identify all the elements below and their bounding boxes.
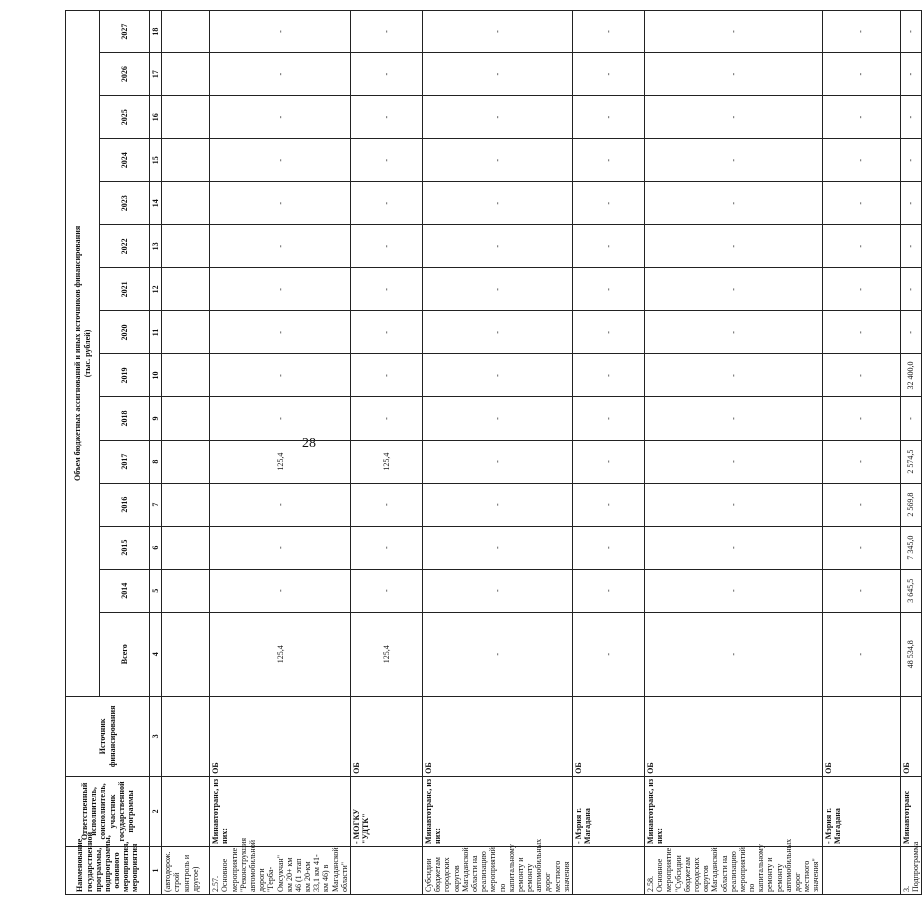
row-source-cell: ОБ bbox=[351, 696, 423, 776]
row-year-value-cell: - bbox=[351, 526, 423, 569]
financing-table bbox=[65, 10, 922, 895]
row-year-value-cell: - bbox=[423, 397, 573, 440]
row-year-value-cell: - bbox=[423, 182, 573, 225]
row-year-value-cell: - bbox=[210, 483, 351, 526]
col-number: 12 bbox=[150, 268, 162, 311]
row-year-value-cell: - bbox=[645, 182, 823, 225]
header-source: Источник финансирования bbox=[66, 696, 150, 776]
row-source-cell: ОБ bbox=[900, 696, 921, 776]
row-name-cell bbox=[573, 846, 645, 894]
row-year-value-cell bbox=[162, 440, 210, 483]
row-year-value-cell: - bbox=[645, 225, 823, 268]
row-total-cell bbox=[162, 612, 210, 696]
row-total-cell: - bbox=[645, 612, 823, 696]
row-year-value-cell: - bbox=[645, 483, 823, 526]
row-year-value-cell: - bbox=[210, 526, 351, 569]
header-year: 2024 bbox=[100, 139, 150, 182]
row-year-value-cell: - bbox=[645, 440, 823, 483]
page-number: 28 bbox=[302, 436, 316, 451]
row-name-cell: (автодорож. строй контроль и другое) bbox=[162, 846, 210, 894]
row-year-value-cell: - bbox=[423, 268, 573, 311]
row-year-value-cell: - bbox=[573, 225, 645, 268]
row-year-value-cell bbox=[162, 569, 210, 612]
row-year-value-cell: - bbox=[645, 397, 823, 440]
row-source-cell: ОБ bbox=[645, 696, 823, 776]
row-year-value-cell: - bbox=[423, 354, 573, 397]
row-year-value-cell: - bbox=[210, 182, 351, 225]
row-year-value-cell: - bbox=[423, 311, 573, 354]
row-year-value-cell: - bbox=[210, 53, 351, 96]
row-name-cell: 3. Подпрограмма bbox=[900, 846, 921, 894]
row-year-value-cell: - bbox=[900, 311, 921, 354]
row-year-value-cell: - bbox=[351, 354, 423, 397]
row-executor-cell: Минавтотранс, из них: bbox=[423, 776, 573, 846]
row-year-value-cell: - bbox=[645, 569, 823, 612]
row-year-value-cell: - bbox=[645, 11, 823, 53]
row-executor-cell: Минавтотранс bbox=[900, 776, 921, 846]
row-year-value-cell: - bbox=[822, 139, 900, 182]
row-year-value-cell bbox=[162, 526, 210, 569]
col-number: 10 bbox=[150, 354, 162, 397]
row-year-value-cell: - bbox=[351, 311, 423, 354]
row-year-value-cell bbox=[162, 483, 210, 526]
col-number: 2 bbox=[150, 776, 162, 846]
row-source-cell bbox=[162, 696, 210, 776]
row-year-value-cell: - bbox=[210, 311, 351, 354]
row-source-cell: ОБ bbox=[423, 696, 573, 776]
row-year-value-cell: - bbox=[210, 268, 351, 311]
table-row bbox=[822, 11, 900, 895]
col-number: 9 bbox=[150, 397, 162, 440]
header-money-title: Объем бюджетных ассигнований и иных источников финансирования bbox=[73, 225, 83, 481]
row-year-value-cell: - bbox=[822, 569, 900, 612]
col-number: 13 bbox=[150, 225, 162, 268]
table-row bbox=[900, 11, 921, 895]
row-year-value-cell: - bbox=[645, 354, 823, 397]
row-total-cell: - bbox=[573, 612, 645, 696]
row-year-value-cell: - bbox=[900, 139, 921, 182]
row-year-value-cell: - bbox=[900, 225, 921, 268]
row-year-value-cell: 2 574,5 bbox=[900, 440, 921, 483]
row-year-value-cell: - bbox=[822, 311, 900, 354]
header-year: 2026 bbox=[100, 53, 150, 96]
row-year-value-cell: 125,4 bbox=[351, 440, 423, 483]
row-total-cell: 48 534,8 bbox=[900, 612, 921, 696]
header-year: 2023 bbox=[100, 182, 150, 225]
row-year-value-cell: 125,4 bbox=[210, 440, 351, 483]
header-name: Наименование государственной программы, подпрограммы, основного мероприятия, мероприятия bbox=[66, 846, 150, 894]
row-year-value-cell: - bbox=[900, 268, 921, 311]
row-year-value-cell bbox=[162, 225, 210, 268]
table-row bbox=[210, 11, 351, 895]
header-year: 2019 bbox=[100, 354, 150, 397]
header-year: 2020 bbox=[100, 311, 150, 354]
header-year: 2021 bbox=[100, 268, 150, 311]
row-total-cell: - bbox=[822, 612, 900, 696]
row-year-value-cell bbox=[162, 96, 210, 139]
row-year-value-cell: - bbox=[423, 11, 573, 53]
row-year-value-cell: - bbox=[351, 53, 423, 96]
row-year-value-cell: - bbox=[645, 96, 823, 139]
row-year-value-cell: - bbox=[645, 268, 823, 311]
row-year-value-cell: - bbox=[573, 440, 645, 483]
row-year-value-cell: - bbox=[210, 139, 351, 182]
row-executor-cell: Минавтотранс, из них: bbox=[210, 776, 351, 846]
row-year-value-cell: 7 345,0 bbox=[900, 526, 921, 569]
row-executor-cell: - Мэрия г. Магадана bbox=[822, 776, 900, 846]
row-year-value-cell: - bbox=[210, 354, 351, 397]
row-year-value-cell: - bbox=[351, 182, 423, 225]
header-year: 2018 bbox=[100, 397, 150, 440]
row-year-value-cell: - bbox=[423, 225, 573, 268]
row-year-value-cell: - bbox=[822, 96, 900, 139]
row-year-value-cell: - bbox=[423, 526, 573, 569]
header-money-unit: (тыс. рублей) bbox=[82, 329, 92, 378]
col-number: 5 bbox=[150, 569, 162, 612]
row-year-value-cell: 32 400,0 bbox=[900, 354, 921, 397]
header-executor: Ответственный исполнитель, соисполнитель, участник государственной программы bbox=[66, 776, 150, 846]
row-year-value-cell: - bbox=[423, 569, 573, 612]
col-number: 17 bbox=[150, 53, 162, 96]
row-year-value-cell: - bbox=[900, 96, 921, 139]
header-year: 2016 bbox=[100, 483, 150, 526]
row-year-value-cell: - bbox=[900, 11, 921, 53]
row-year-value-cell: - bbox=[573, 397, 645, 440]
row-year-value-cell: - bbox=[351, 483, 423, 526]
row-year-value-cell: - bbox=[822, 11, 900, 53]
col-number: 15 bbox=[150, 139, 162, 182]
row-name-cell bbox=[351, 846, 423, 894]
row-total-cell: 125,4 bbox=[351, 612, 423, 696]
rotated-table-container bbox=[65, 10, 920, 895]
row-year-value-cell: - bbox=[573, 139, 645, 182]
row-year-value-cell: - bbox=[351, 96, 423, 139]
row-year-value-cell: 2 569,8 bbox=[900, 483, 921, 526]
col-number: 4 bbox=[150, 612, 162, 696]
row-year-value-cell: - bbox=[573, 526, 645, 569]
row-year-value-cell: - bbox=[822, 225, 900, 268]
row-year-value-cell bbox=[162, 139, 210, 182]
column-numbers-row bbox=[150, 11, 162, 895]
row-executor-cell: - МОГКУ "УДТК" bbox=[351, 776, 423, 846]
row-year-value-cell bbox=[162, 397, 210, 440]
row-year-value-cell: - bbox=[210, 397, 351, 440]
header-money bbox=[66, 11, 100, 697]
table-body bbox=[162, 11, 922, 895]
header-total: Всего bbox=[100, 612, 150, 696]
row-year-value-cell: - bbox=[900, 182, 921, 225]
row-year-value-cell: - bbox=[351, 225, 423, 268]
row-year-value-cell: - bbox=[822, 354, 900, 397]
col-number: 6 bbox=[150, 526, 162, 569]
row-year-value-cell: - bbox=[822, 182, 900, 225]
row-year-value-cell bbox=[162, 182, 210, 225]
row-year-value-cell: - bbox=[573, 311, 645, 354]
header-year: 2015 bbox=[100, 526, 150, 569]
row-year-value-cell: - bbox=[351, 268, 423, 311]
row-year-value-cell: - bbox=[351, 397, 423, 440]
row-year-value-cell: - bbox=[573, 268, 645, 311]
row-year-value-cell: - bbox=[423, 96, 573, 139]
row-year-value-cell: - bbox=[573, 11, 645, 53]
row-year-value-cell: - bbox=[423, 53, 573, 96]
row-source-cell: ОБ bbox=[822, 696, 900, 776]
row-source-cell: ОБ bbox=[210, 696, 351, 776]
row-year-value-cell: - bbox=[645, 139, 823, 182]
col-number: 18 bbox=[150, 11, 162, 53]
row-executor-cell: - Мэрия г. Магадана bbox=[573, 776, 645, 846]
row-name-cell: 2.57. Основное мероприятие "Реконструкция автомобильной дороги "Герба-Омсукчан" км 20+ км 46 (1 этап км 20-км 33,1 км 41-км 46) в Магаданской области" bbox=[210, 846, 351, 894]
col-number: 1 bbox=[150, 846, 162, 894]
row-year-value-cell: - bbox=[351, 11, 423, 53]
row-name-cell bbox=[822, 846, 900, 894]
row-year-value-cell: - bbox=[573, 96, 645, 139]
row-year-value-cell: - bbox=[573, 182, 645, 225]
table-row bbox=[423, 11, 573, 895]
row-year-value-cell bbox=[162, 354, 210, 397]
row-year-value-cell bbox=[162, 11, 210, 53]
row-year-value-cell: - bbox=[645, 311, 823, 354]
row-total-cell: 125,4 bbox=[210, 612, 351, 696]
row-year-value-cell: - bbox=[573, 569, 645, 612]
row-year-value-cell: - bbox=[822, 53, 900, 96]
row-year-value-cell: - bbox=[423, 440, 573, 483]
col-number: 3 bbox=[150, 696, 162, 776]
row-year-value-cell: - bbox=[822, 440, 900, 483]
header-year: 2022 bbox=[100, 225, 150, 268]
row-year-value-cell: - bbox=[822, 526, 900, 569]
table-row bbox=[162, 11, 210, 895]
header-year: 2025 bbox=[100, 96, 150, 139]
row-year-value-cell: - bbox=[210, 569, 351, 612]
table-row bbox=[645, 11, 823, 895]
row-source-cell: ОБ bbox=[573, 696, 645, 776]
col-number: 14 bbox=[150, 182, 162, 225]
row-year-value-cell: - bbox=[573, 483, 645, 526]
row-year-value-cell bbox=[162, 53, 210, 96]
row-year-value-cell: - bbox=[210, 11, 351, 53]
row-name-cell: Субсидии бюджетам городских округов Магаданской области на реализацию мероприятий по капитальному ремонту и ремонту автомобильных дорог местного значения bbox=[423, 846, 573, 894]
row-year-value-cell: - bbox=[900, 397, 921, 440]
row-year-value-cell: - bbox=[900, 53, 921, 96]
col-number: 11 bbox=[150, 311, 162, 354]
row-total-cell: - bbox=[423, 612, 573, 696]
row-year-value-cell: - bbox=[423, 139, 573, 182]
row-year-value-cell: - bbox=[351, 569, 423, 612]
col-number: 7 bbox=[150, 483, 162, 526]
row-year-value-cell: - bbox=[822, 268, 900, 311]
row-executor-cell: Минавтотранс, из них: bbox=[645, 776, 823, 846]
col-number: 8 bbox=[150, 440, 162, 483]
row-year-value-cell: - bbox=[645, 526, 823, 569]
col-number: 16 bbox=[150, 96, 162, 139]
row-year-value-cell: - bbox=[822, 397, 900, 440]
row-year-value-cell: - bbox=[573, 354, 645, 397]
header-year: 2017 bbox=[100, 440, 150, 483]
table-row bbox=[351, 11, 423, 895]
row-year-value-cell bbox=[162, 311, 210, 354]
row-executor-cell bbox=[162, 776, 210, 846]
row-year-value-cell: - bbox=[423, 483, 573, 526]
row-year-value-cell: - bbox=[210, 225, 351, 268]
row-name-cell: 2.58. Основное мероприятие "Субсидии бюджетам городских округов Магаданской области на реализацию мероприятий по капитальному ремонту и ремонту автомобильных дорог местного значения" bbox=[645, 846, 823, 894]
row-year-value-cell: - bbox=[645, 53, 823, 96]
row-year-value-cell: - bbox=[351, 139, 423, 182]
header-year: 2014 bbox=[100, 569, 150, 612]
row-year-value-cell bbox=[162, 268, 210, 311]
row-year-value-cell: - bbox=[822, 483, 900, 526]
header-year: 2027 bbox=[100, 11, 150, 53]
row-year-value-cell: - bbox=[573, 53, 645, 96]
row-year-value-cell: 3 645,5 bbox=[900, 569, 921, 612]
table-row bbox=[573, 11, 645, 895]
row-year-value-cell: - bbox=[210, 96, 351, 139]
